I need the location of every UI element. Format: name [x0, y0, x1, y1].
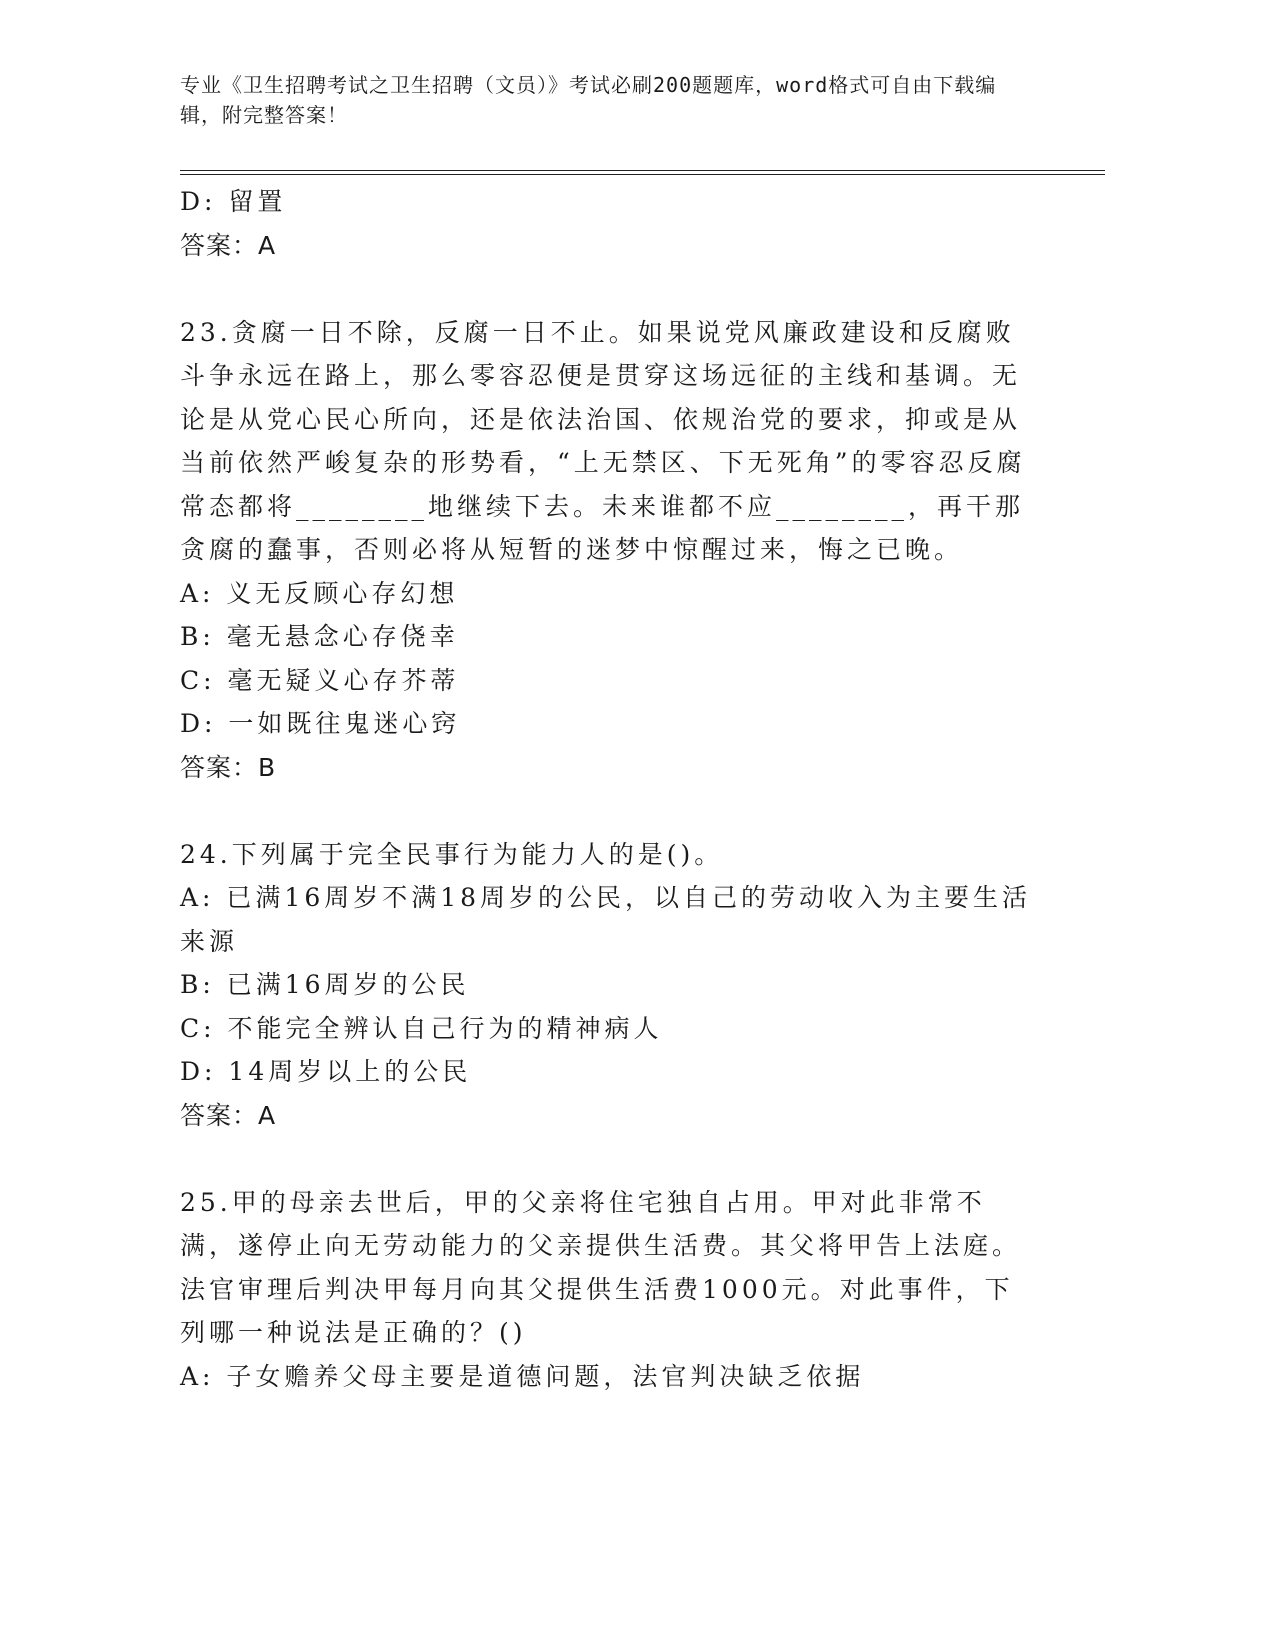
option-a: A: 已满16周岁不满18周岁的公民，以自己的劳动收入为主要生活来源	[180, 883, 1032, 956]
question-text: 23.贪腐一日不除，反腐一日不止。如果说党风廉政建设和反腐败斗争永远在路上，那么零容忍便是贯穿这场远征的主线和基调。无论是从党心民心所向，还是依法治国、依规治党的要求，抑或是从当前依然严峻复杂的形势看，“上无禁区、下无死角”的零容忍反腐常态都将________地继续下去。未来谁都不应________，再干那贪腐的蠢事，否则必将从短暂的迷梦中惊醒过来，悔之已晚。	[180, 317, 1026, 564]
spacer	[180, 1137, 1040, 1181]
question-block	[180, 833, 1040, 1138]
document-body	[180, 180, 1040, 1398]
header-divider	[180, 170, 1105, 175]
answer: 答案：B	[180, 752, 277, 782]
option-a: A: 子女赡养父母主要是道德问题，法官判决缺乏依据	[180, 1361, 865, 1391]
document-page	[180, 0, 1105, 1650]
spacer	[180, 267, 1040, 311]
question-text: 24.下列属于完全民事行为能力人的是()。	[180, 839, 724, 869]
option-a: A: 义无反顾心存幻想	[180, 578, 459, 608]
option-b: B: 毫无悬念心存侥幸	[180, 622, 459, 651]
answer: 答案：A	[180, 1100, 277, 1130]
option-d: D: 14周岁以上的公民	[180, 1057, 472, 1086]
question-block	[180, 1181, 1040, 1399]
page-header: 专业《卫生招聘考试之卫生招聘（文员）》考试必刷200题题库，word格式可自由下载编辑，附完整答案！	[180, 73, 997, 127]
question-block	[180, 311, 1040, 790]
spacer	[180, 789, 1040, 833]
option-b: B: 已满16周岁的公民	[180, 970, 470, 999]
answer-prev: 答案：A	[180, 230, 277, 260]
option-d-prev: D: 留置	[180, 187, 287, 216]
option-c: C: 不能完全辨认自己行为的精神病人	[180, 1013, 663, 1043]
option-d: D: 一如既往鬼迷心窍	[180, 709, 461, 738]
question-text: 25.甲的母亲去世后，甲的父亲将住宅独自占用。甲对此非常不满，遂停止向无劳动能力的父亲提供生活费。其父将甲告上法庭。法官审理后判决甲每月向其父提供生活费1000元。对此事件，下列哪一种说法是正确的？()	[180, 1187, 1022, 1347]
option-c: C: 毫无疑义心存芥蒂	[180, 665, 460, 695]
